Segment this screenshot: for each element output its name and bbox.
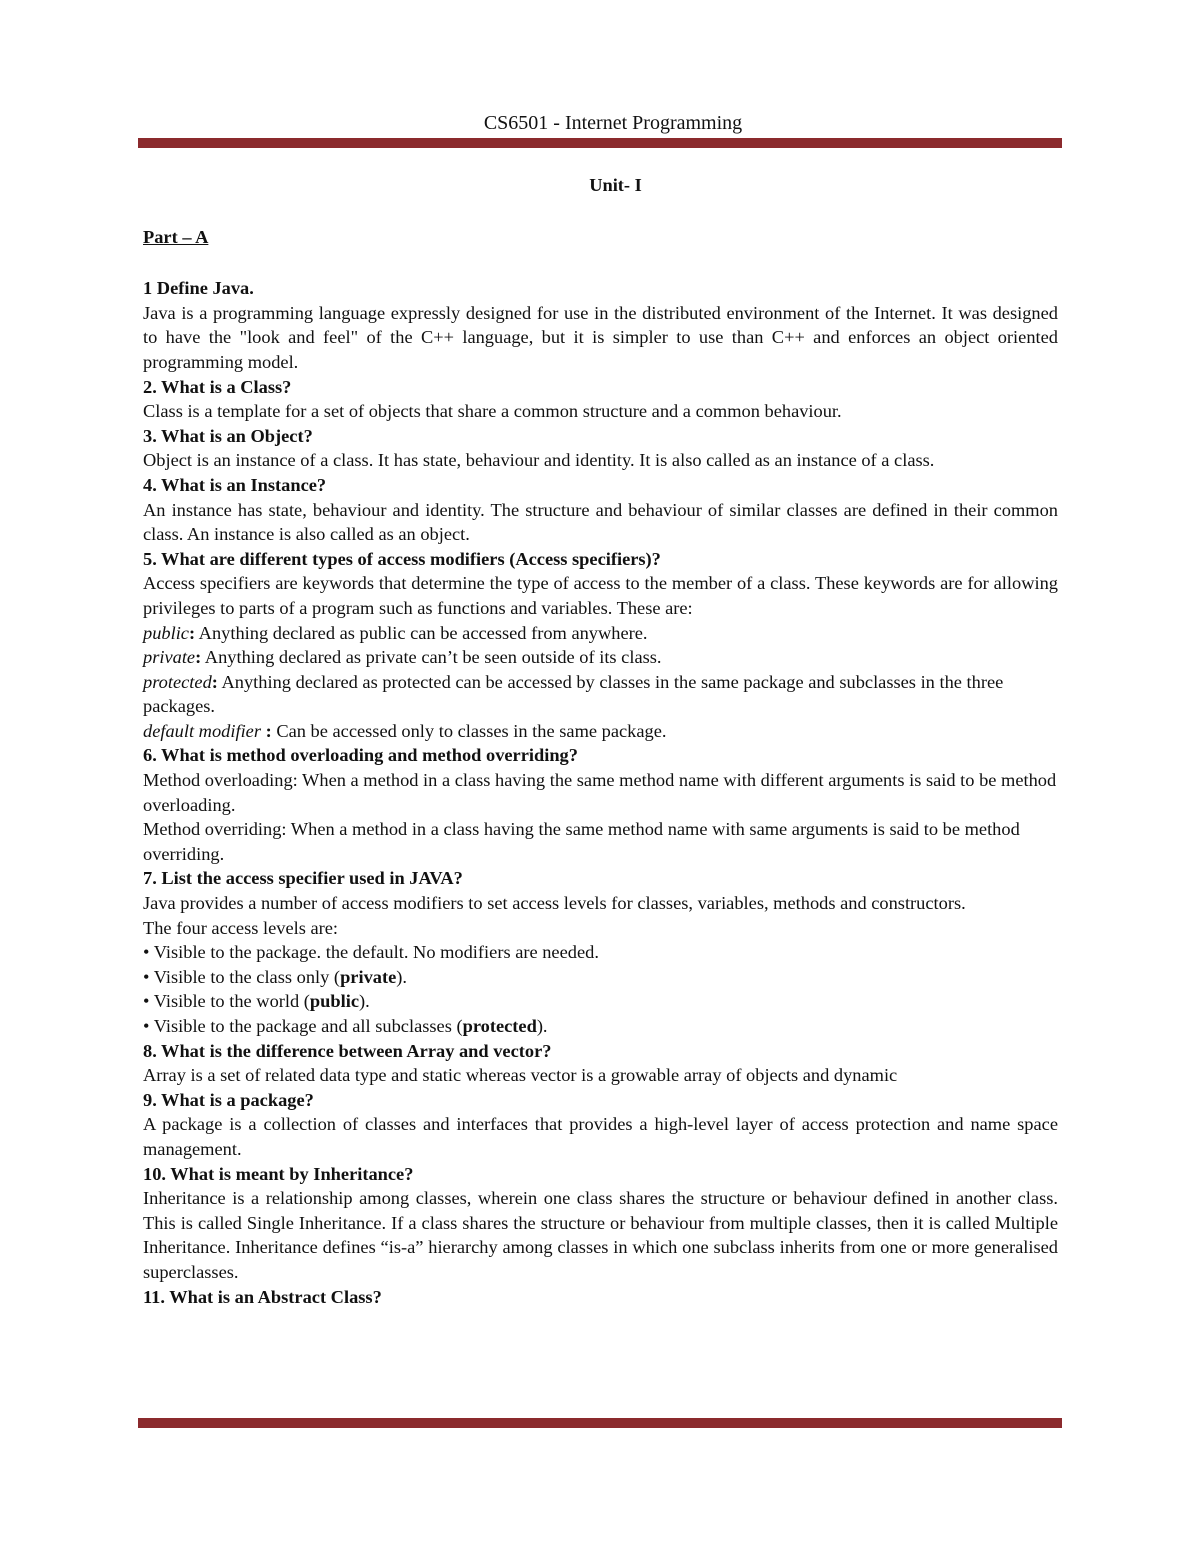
list-item-text: • Visible to the world (: [143, 991, 310, 1012]
question-11: 11. What is an Abstract Class?: [143, 1286, 382, 1307]
part-heading: Part – A: [143, 226, 209, 247]
answer-4: An instance has state, behaviour and identity. The structure and behaviour of similar classes are defined in their common class. An instance is also called as an object.: [143, 499, 1058, 545]
running-header: CS6501 - Internet Programming: [483, 112, 743, 134]
question-6: 6. What is method overloading and method overriding?: [143, 745, 578, 766]
modifier-term: protected: [143, 671, 212, 692]
list-item-text: ).: [536, 1016, 548, 1036]
question-5: 5. What are different types of access modifiers (Access specifiers)?: [143, 548, 661, 569]
answer-7: Java provides a number of access modifiers to set access levels for classes, variables, methods and constructors.: [143, 893, 966, 914]
question-9: 9. What is a package?: [143, 1089, 314, 1110]
answer-5: Access specifiers are keywords that determine the type of access to the member of a class. These keywords are for allowing privileges to parts of a program such as functions and variables. These are:: [143, 573, 1058, 618]
modifier-description: Can be accessed only to classes in the same package.: [271, 720, 667, 741]
list-item: [143, 965, 1058, 990]
answer-8: Array is a set of related data type and static whereas vector is a growable array of objects and dynamic: [143, 1065, 898, 1086]
modifier-description: Anything declared as protected can be accessed by classes in the same package and subclasses in the three packages.: [143, 671, 1004, 717]
modifier-default: [143, 719, 1058, 744]
question-4: 4. What is an Instance?: [143, 474, 327, 495]
keyword: public: [309, 991, 359, 1012]
list-item-text: • Visible to the package and all subclasses (: [143, 1016, 463, 1036]
modifier-public: [143, 621, 1058, 646]
unit-title: Unit- I: [589, 175, 642, 195]
answer-9: A package is a collection of classes and interfaces that provides a high-level layer of access protection and name space management.: [143, 1114, 1058, 1159]
question-10: 10. What is meant by Inheritance?: [143, 1163, 414, 1184]
modifier-colon: :: [195, 647, 202, 668]
question-1: 1 Define Java.: [143, 278, 254, 299]
header-rule: [138, 138, 1062, 148]
question-3: 3. What is an Object?: [143, 425, 313, 446]
answer-10: Inheritance is a relationship among classes, wherein one class shares the structure or behaviour defined in another class. This is called Single Inheritance. If a class shares the structure or behaviour from multiple classes, then it is called Multiple Inheritance. Inheritance defines “is-a” hierarchy among classes in which one subclass inherits from one or more generalised superclasses.: [143, 1188, 1058, 1282]
modifier-colon: :: [265, 720, 272, 741]
modifier-term: default modifier: [143, 720, 266, 741]
modifier-colon: :: [211, 671, 218, 692]
keyword: private: [340, 966, 397, 987]
answer-1: Java is a programming language expressly designed for use in the distributed environment of the Internet. It was designed to have the "look and feel" of the C++ language, but it is simpler to use than C++ and enforces an object oriented programming model.: [143, 302, 1058, 372]
list-item: [143, 989, 1058, 1014]
document-body: [143, 173, 1058, 1309]
modifier-description: Anything declared as public can be accessed from anywhere.: [195, 622, 648, 643]
question-7: 7. List the access specifier used in JAVA?: [143, 868, 463, 889]
modifier-term: private: [143, 647, 196, 668]
footer-rule: [138, 1418, 1062, 1428]
list-item-text: ).: [396, 966, 407, 987]
keyword: protected: [462, 1016, 537, 1036]
modifier-colon: :: [188, 622, 196, 643]
question-2: 2. What is a Class?: [143, 376, 292, 397]
answer-6-overriding: Method overriding: When a method in a class having the same method name with same arguments is said to be method overriding.: [143, 819, 1020, 864]
modifier-description: Anything declared as private can’t be seen outside of its class.: [201, 647, 662, 668]
list-item: • Visible to the package. the default. No modifiers are needed.: [143, 942, 599, 963]
modifier-term: public: [143, 622, 189, 643]
list-item: [143, 1014, 1058, 1039]
answer-6-overloading: Method overloading: When a method in a class having the same method name with different arguments is said to be method overloading.: [143, 770, 1057, 815]
answer-2: Class is a template for a set of objects that share a common structure and a common behaviour.: [143, 401, 842, 422]
list-item-text: • Visible to the class only (: [143, 966, 341, 987]
answer-7-intro: The four access levels are:: [143, 917, 339, 938]
answer-3: Object is an instance of a class. It has state, behaviour and identity. It is also called as an instance of a class.: [143, 450, 935, 471]
modifier-private: [143, 645, 1058, 670]
list-item-text: ).: [359, 991, 370, 1012]
modifier-protected: [143, 670, 1058, 719]
question-8: 8. What is the difference between Array and vector?: [143, 1040, 552, 1061]
